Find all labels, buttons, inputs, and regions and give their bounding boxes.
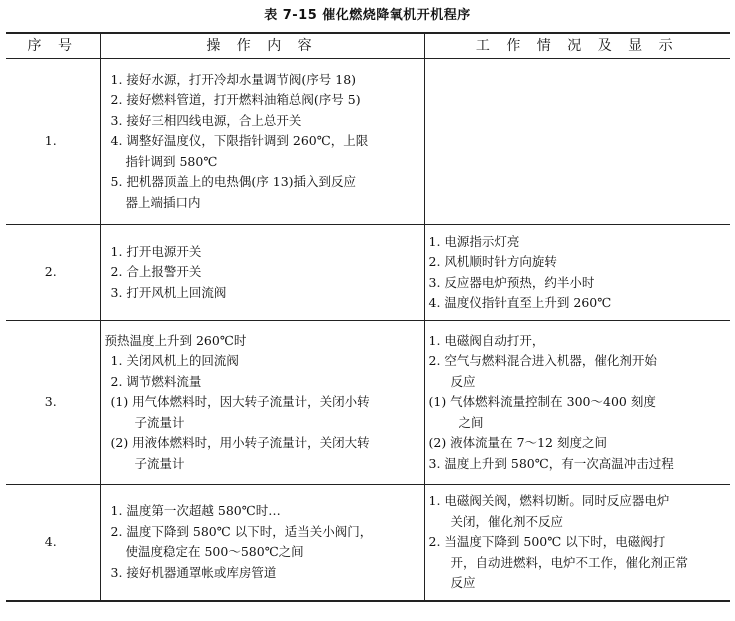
table-body bbox=[6, 59, 730, 601]
header-number: 序 号 bbox=[6, 33, 100, 59]
row-number: 3. bbox=[6, 321, 100, 485]
operation-line: 3. 打开风机上回流阀 bbox=[110, 284, 227, 300]
status-cell bbox=[424, 485, 730, 601]
operation-line: 2. 调节燃料流量 bbox=[110, 373, 202, 389]
table-row bbox=[6, 321, 730, 485]
operation-line: 3. 接好三相四线电源，合上总开关 bbox=[110, 112, 302, 128]
operation-line: 1. 关闭风机上的回流阀 bbox=[110, 353, 239, 369]
status-line: (1) 气体燃料流量控制在 300～400 刻度 bbox=[428, 394, 656, 410]
status-line: 1. 电磁阀自动打开， bbox=[428, 332, 545, 348]
procedure-table bbox=[6, 32, 730, 602]
operation-line: 3. 接好机器通罩帐或库房管道 bbox=[110, 564, 277, 580]
table-row bbox=[6, 59, 730, 225]
status-line: (2) 液体流量在 7～12 刻度之间 bbox=[428, 435, 607, 451]
status-cell bbox=[424, 321, 730, 485]
header-status: 工 作 情 况 及 显 示 bbox=[424, 33, 730, 59]
operation-line: 2. 合上报警开关 bbox=[110, 264, 202, 280]
operation-line: (1) 用气体燃料时，因大转子流量计，关闭小转 bbox=[110, 394, 370, 410]
status-line: 1. 电磁阀关阀，燃料切断。同时反应器电炉 bbox=[428, 493, 670, 508]
header-operation: 操 作 内 容 bbox=[100, 33, 424, 59]
operation-line: 指针调到 580℃ bbox=[125, 153, 218, 169]
status-line: 4. 温度仪指针直至上升到 260℃ bbox=[428, 295, 612, 310]
status-line: 2. 当温度下降到 500℃ 以下时，电磁阀打 bbox=[428, 534, 666, 549]
operation-cell bbox=[100, 225, 424, 321]
status-line: 2. 风机顺时针方向旋转 bbox=[428, 254, 557, 269]
operation-intro: 预热温度上升到 260℃时 bbox=[104, 332, 247, 348]
status-line: 3. 温度上升到 580℃，有一次高温冲击过程 bbox=[428, 455, 674, 471]
operation-line: (2) 用液体燃料时，用小转子流量计，关闭大转 bbox=[110, 435, 370, 451]
operation-line: 1. 接好水源，打开冷却水量调节阀(序号 18) bbox=[110, 71, 357, 87]
operation-line: 子流量计 bbox=[134, 414, 185, 430]
operation-line: 1. 打开电源开关 bbox=[110, 243, 202, 259]
status-line: 反应 bbox=[450, 373, 476, 389]
status-cell bbox=[424, 59, 730, 225]
operation-line: 2. 温度下降到 580℃ 以下时，适当关小阀门， bbox=[110, 523, 373, 539]
row-number: 4. bbox=[6, 485, 100, 601]
row-number: 1. bbox=[6, 59, 100, 225]
status-line: 关闭，催化剂不反应 bbox=[450, 513, 564, 529]
header-row bbox=[6, 33, 730, 59]
operation-line: 1. 温度第一次超越 580℃时… bbox=[110, 503, 281, 519]
status-line: 2. 空气与燃料混合进入机器，催化剂开始 bbox=[428, 353, 657, 369]
operation-line: 使温度稳定在 500～580℃之间 bbox=[125, 544, 304, 560]
operation-line: 器上端插口内 bbox=[125, 194, 201, 210]
operation-line: 5. 把机器顶盖上的电热偶(序 13)插入到反应 bbox=[110, 174, 357, 190]
operation-cell bbox=[100, 485, 424, 601]
operation-line: 2. 接好燃料管道，打开燃料油箱总阀(序号 5) bbox=[110, 92, 361, 108]
status-line: 1. 电源指示灯亮 bbox=[428, 233, 520, 249]
status-line: 反应 bbox=[450, 575, 476, 590]
operation-line: 4. 调整好温度仪，下限指针调到 260℃，上限 bbox=[110, 133, 369, 149]
status-cell bbox=[424, 225, 730, 321]
row-number: 2. bbox=[6, 225, 100, 321]
table-row bbox=[6, 485, 730, 601]
table-title: 表 7-15 催化燃烧降氧机开机程序 bbox=[264, 8, 471, 23]
status-line: 开，自动进燃料，电炉不工作，催化剂正常 bbox=[450, 554, 689, 570]
operation-cell bbox=[100, 321, 424, 485]
operation-line: 子流量计 bbox=[134, 455, 185, 471]
status-line: 3. 反应器电炉预热，约半小时 bbox=[428, 274, 595, 290]
table-row bbox=[6, 225, 730, 321]
operation-cell bbox=[100, 59, 424, 225]
status-line: 之间 bbox=[458, 414, 484, 430]
